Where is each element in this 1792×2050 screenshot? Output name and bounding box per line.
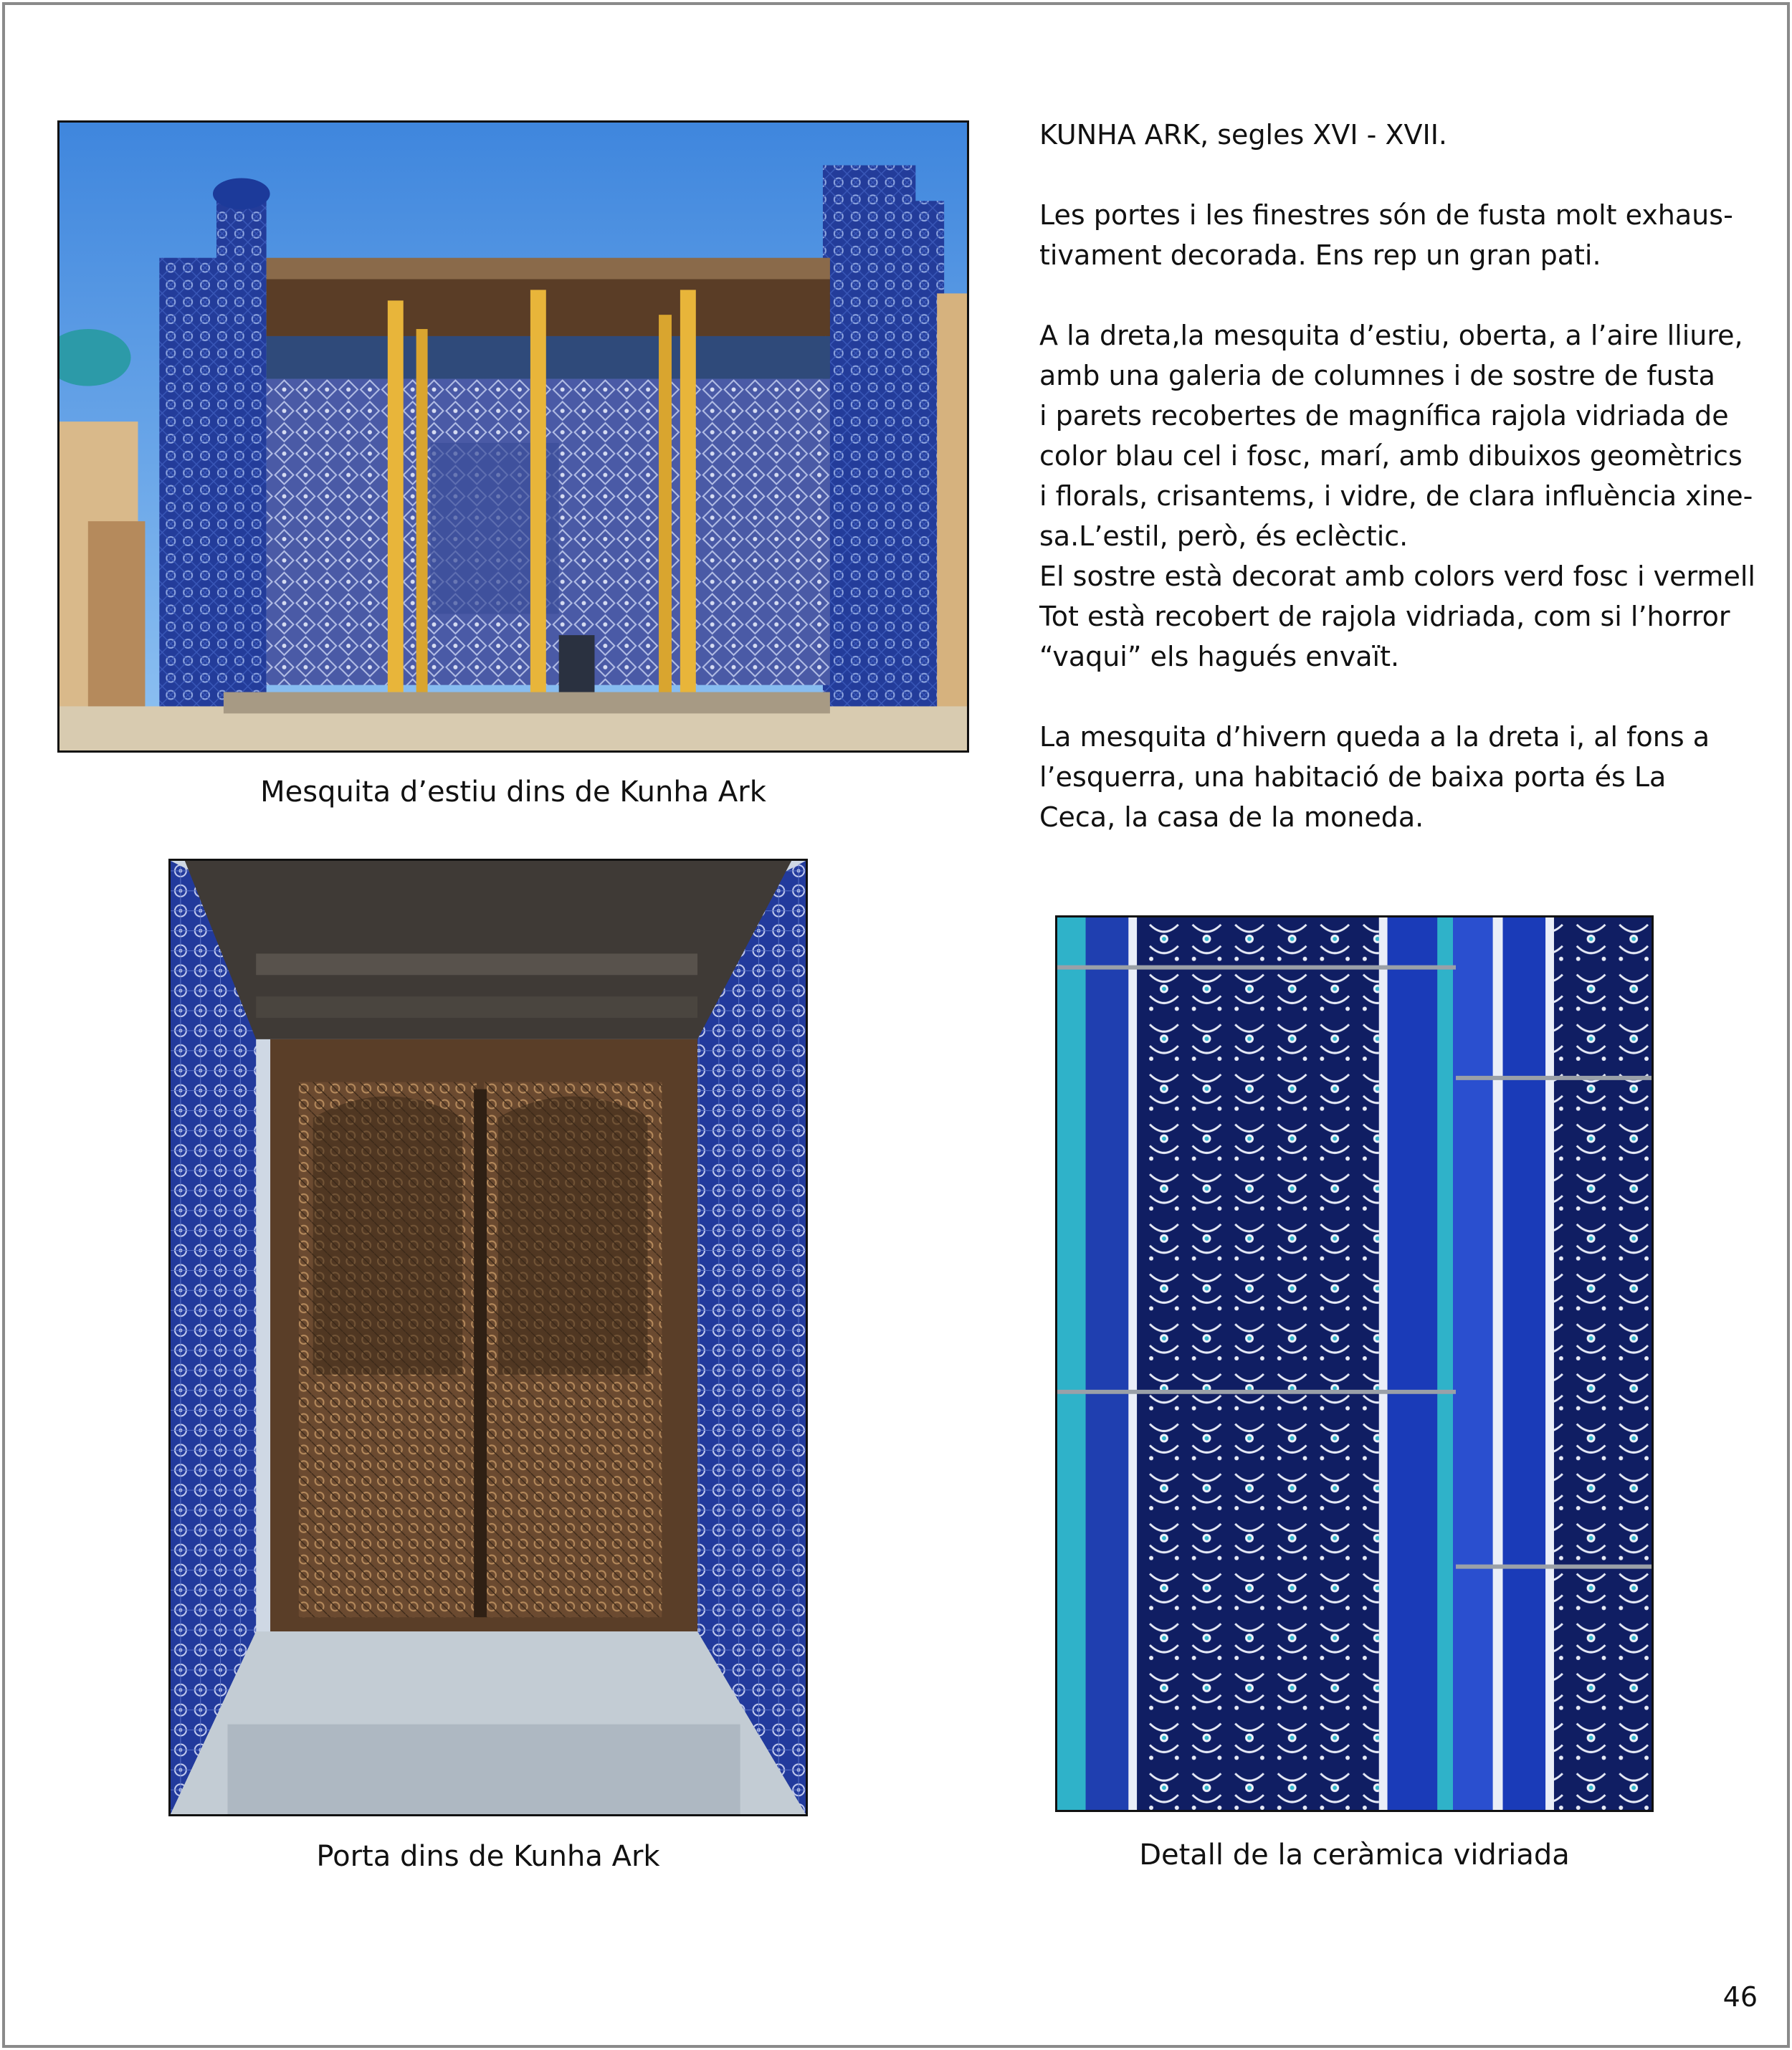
paragraph-3: La mesquita d’hivern queda a la dreta i, al fons a l’esquerra, una habitació de baixa porta és La Ceca, la casa de la moneda.: [1039, 721, 1710, 833]
photo-door: [168, 859, 808, 1816]
heading: KUNHA ARK, segles XVI - XVII.: [1039, 119, 1447, 151]
article-text: [1039, 115, 1756, 877]
page-number: 46: [1722, 1981, 1758, 2013]
ceramic-detail-image: [1057, 917, 1652, 1810]
caption-ceramic-detail: Detall de la ceràmica vidriada: [1139, 1839, 1570, 1872]
summer-mosque-image: [59, 123, 967, 750]
caption-summer-mosque: Mesquita d’estiu dins de Kunha Ark: [260, 776, 766, 809]
paragraph-2: A la dreta,la mesquita d’estiu, oberta, a l’aire lliure, amb una galeria de columnes i de sostre de fusta i parets recobertes de magnífica rajola vidriada de color blau cel i fosc, marí, amb dibuixos geomètrics i florals, crisantems, i vidre, de clara influència xine- sa.L’estil, però, és eclèctic. El sostre està decorat amb colors verd fosc i vermell Tot està recobert de rajola vidriada, com si l’horror “vaqui” els hagués envaït.: [1039, 320, 1755, 672]
photo-ceramic-detail: [1055, 915, 1654, 1812]
paragraph-1: Les portes i les finestres són de fusta molt exhaus- tivament decorada. Ens rep un gran pati.: [1039, 199, 1733, 271]
caption-door: Porta dins de Kunha Ark: [316, 1840, 660, 1873]
door-image: [171, 861, 806, 1814]
photo-summer-mosque: [57, 120, 969, 753]
